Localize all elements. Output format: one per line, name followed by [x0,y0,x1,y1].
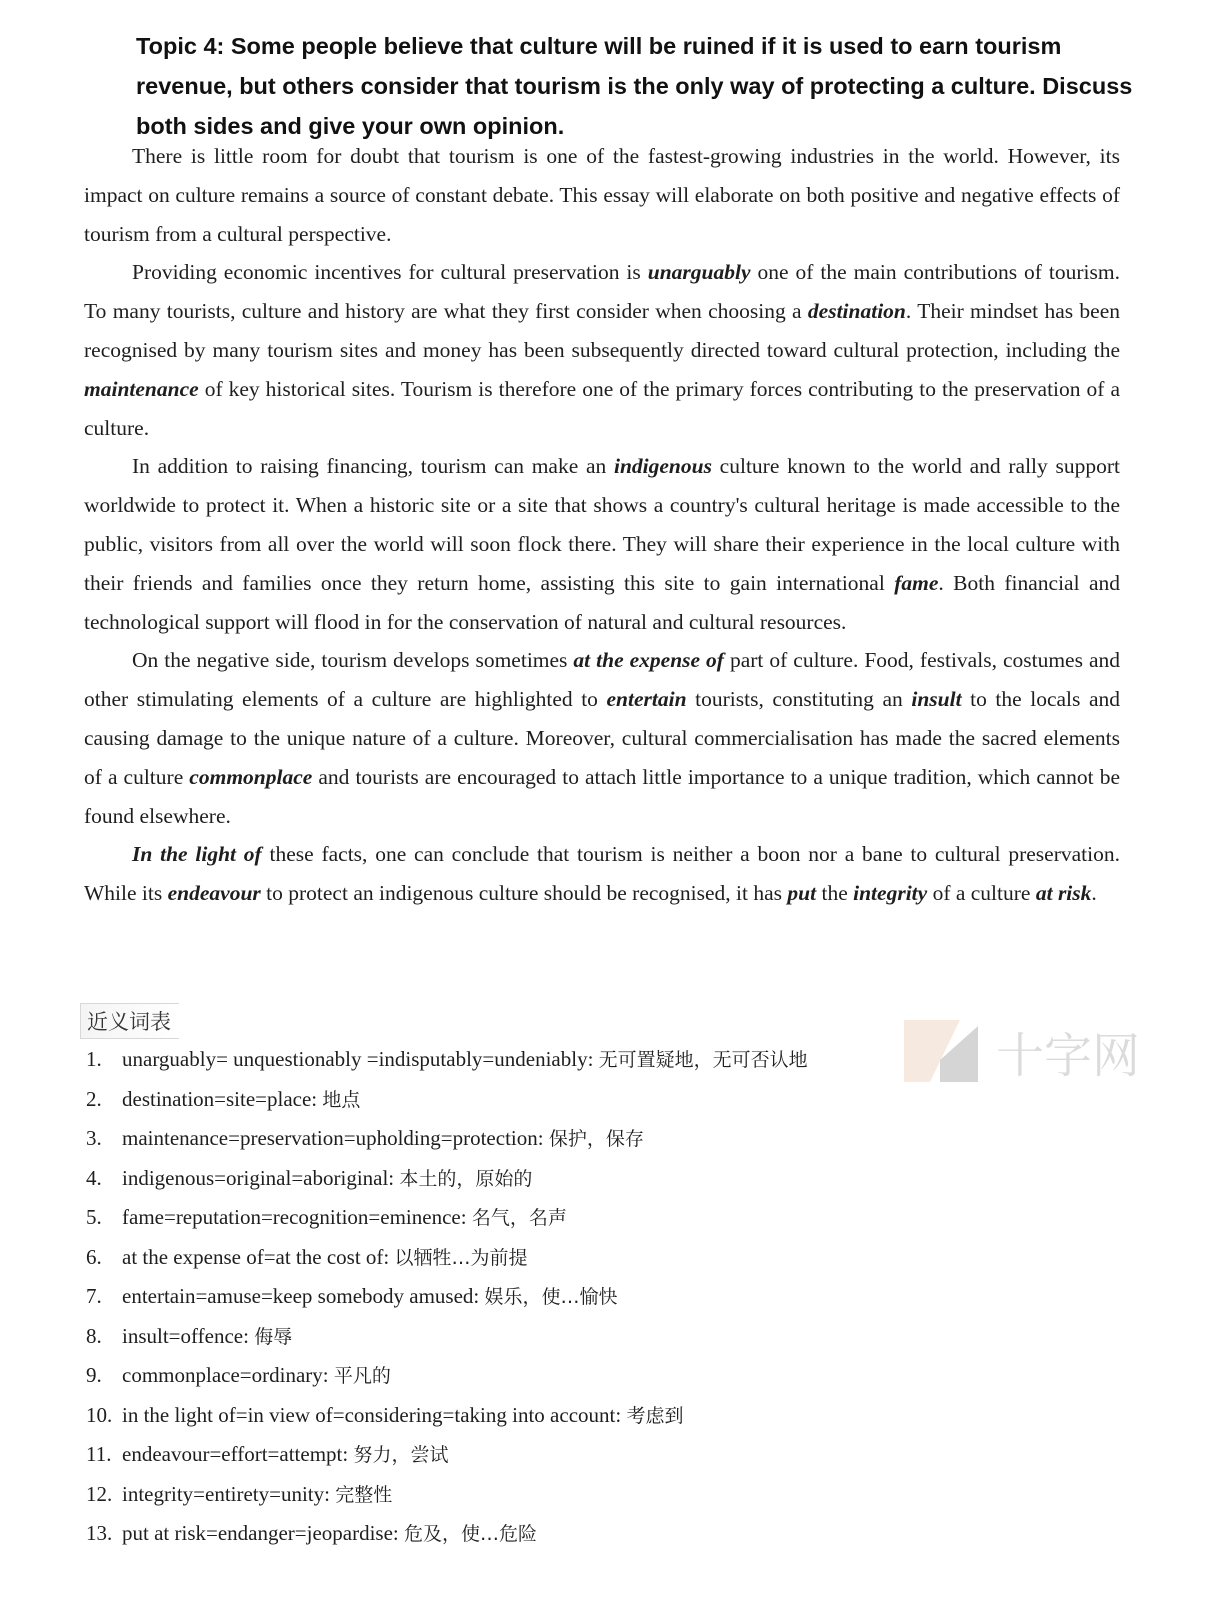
text: these facts, one can conclude that tourism is neither a boon nor a bane to cultural preservation. While its [84,842,1120,906]
vocab-chinese: 完整性 [335,1483,393,1506]
vocab-item [86,1475,986,1515]
essay-body [84,137,1120,913]
vocab-chinese: 保护，保存 [548,1128,644,1150]
text: one of the main contributions of tourism. To many tourists, culture and history are what they first consider when choosing a [84,260,1120,324]
vocab-chinese: 娱乐，使…愉快 [484,1286,618,1308]
vocab-chinese: 名气，名声 [471,1207,567,1229]
vocab-number: 7. [86,1284,102,1308]
text: . Both financial and technological support will flood in for the conservation of natural and cultural resources. [84,570,1120,634]
text: to the locals and causing damage to the unique nature of a culture. Moreover, cultural commercialisation has made the sacred elements of a culture [84,687,1121,789]
vocab-number: 9. [86,1363,102,1387]
vocab-chinese: 平凡的 [333,1365,391,1387]
vocab-list [86,1040,986,1554]
vocab-item [86,1435,986,1475]
topic-heading: Topic 4: Some people believe that culture will be ruined if it is used to earn tourism revenue, but others consider that tourism is the only way of protecting a culture. Discuss both sides and give your own opinion. [136,33,1133,139]
text: of key historical sites. Tourism is therefore one of the primary forces contributing to the preservation of a culture. [84,376,1120,440]
vocab-item [86,1238,986,1278]
keyword-insult: insult [911,687,962,712]
text: and tourists are encouraged to attach little importance to a unique tradition, which cannot be found elsewhere. [84,764,1120,828]
text: of a culture [927,881,1036,906]
text: On the negative side, tourism develops sometimes [132,648,574,673]
vocab-english: fame=reputation=recognition=eminence: [122,1205,467,1229]
vocab-item [86,1277,986,1317]
vocab-chinese: 本土的，原始的 [399,1167,533,1190]
vocab-number: 1. [86,1047,102,1071]
keyword-destination: destination [807,299,906,324]
keyword-at-risk: at risk [1035,881,1092,906]
vocab-english: destination=site=place: [122,1086,318,1111]
vocab-chinese: 努力，尝试 [353,1444,449,1466]
vocab-number: 2. [86,1086,102,1111]
keyword-put: put [787,881,817,906]
text: In addition to raising financing, tourism can make an [132,454,614,479]
watermark-logo-icon [900,1012,1200,1090]
vocab-item [86,1317,986,1357]
keyword-indigenous: indigenous [613,454,712,479]
vocab-number: 11. [86,1442,112,1466]
vocab-number: 10. [86,1402,113,1427]
vocab-number: 13. [86,1521,113,1545]
keyword-endeavour: endeavour [167,881,261,906]
vocab-english: put at risk=endanger=jeopardise: [122,1521,399,1545]
text: to protect an indigenous culture should be recognised, it has [260,881,788,906]
vocab-english: indigenous=original=aboriginal: [122,1165,395,1190]
watermark-logo-text: 十字网 [996,1028,1141,1084]
vocab-item [86,1119,986,1159]
keyword-at-the-expense-of: at the expense of [573,648,724,673]
essay-paragraph-3 [84,447,1120,641]
vocab-number: 3. [86,1126,102,1150]
vocab-english: maintenance=preservation=upholding=protection: [122,1126,544,1150]
vocab-item [86,1396,986,1436]
vocab-item [86,1514,986,1554]
text: . Their mindset has been recognised by many tourism sites and money has been subsequently directed toward cultural protection, including the [84,299,1121,362]
essay-paragraph-conclusion [84,835,1120,913]
vocab-english: commonplace=ordinary: [122,1363,329,1387]
vocab-english: at the expense of=at the cost of: [122,1244,390,1269]
text: . [1091,881,1097,906]
keyword-maintenance: maintenance [84,376,199,401]
keyword-commonplace: commonplace [189,764,313,789]
text: the [816,881,854,906]
keyword-entertain: entertain [606,687,687,712]
vocab-item [86,1356,986,1396]
vocab-english: endeavour=effort=attempt: [122,1442,349,1466]
vocab-english: insult=offence: [122,1323,249,1348]
vocab-chinese: 危及，使…危险 [404,1523,538,1545]
vocab-item [86,1080,986,1120]
text: part of culture. Food, festivals, costumes and other stimulating elements of a culture are highlighted to [84,648,1120,712]
vocab-english: entertain=amuse=keep somebody amused: [122,1284,480,1308]
vocab-item [86,1198,986,1238]
vocab-english: unarguably= unquestionably =indisputably=undeniably: [122,1047,594,1071]
essay-paragraph-intro: There is little room for doubt that tourism is one of the fastest-growing industries in the world. However, its impact on culture remains a source of constant debate. This essay will elaborate on both positive and negative effects of tourism from a cultural perspective. [84,144,1120,246]
text: tourists, constituting an [686,687,912,712]
vocab-number: 8. [86,1323,102,1348]
vocab-section-title: 近义词表 [80,1003,179,1039]
vocab-english: integrity=entirety=unity: [122,1481,330,1506]
text: Providing economic incentives for cultural preservation is [132,260,648,285]
vocab-english: in the light of=in view of=considering=taking into account: [122,1402,622,1427]
vocab-number: 12. [86,1481,113,1506]
text: culture known to the world and rally support worldwide to protect it. When a historic site or a site that shows a country's cultural heritage is made accessible to the public, visitors from all over the world will soon flock there. They will share their experience in the local culture with their friends and families once they return home, assisting this site to gain international [84,454,1120,595]
vocab-item [86,1159,986,1199]
vocab-number: 4. [86,1165,102,1190]
vocab-number: 5. [86,1205,102,1229]
vocab-item [86,1040,986,1080]
essay-paragraph-4 [84,641,1120,835]
vocab-chinese: 无可置疑地，无可否认地 [598,1049,808,1071]
vocab-chinese: 以牺牲…为前提 [394,1246,528,1269]
keyword-in-the-light-of: In the light of [132,842,262,867]
keyword-fame: fame [894,570,939,595]
essay-paragraph-2 [84,253,1120,447]
vocab-number: 6. [86,1244,102,1269]
vocab-chinese: 地点 [322,1088,361,1111]
keyword-integrity: integrity [853,881,928,906]
vocab-chinese: 侮辱 [254,1325,293,1348]
vocab-chinese: 考虑到 [626,1404,684,1427]
keyword-unarguably: unarguably [647,260,751,285]
